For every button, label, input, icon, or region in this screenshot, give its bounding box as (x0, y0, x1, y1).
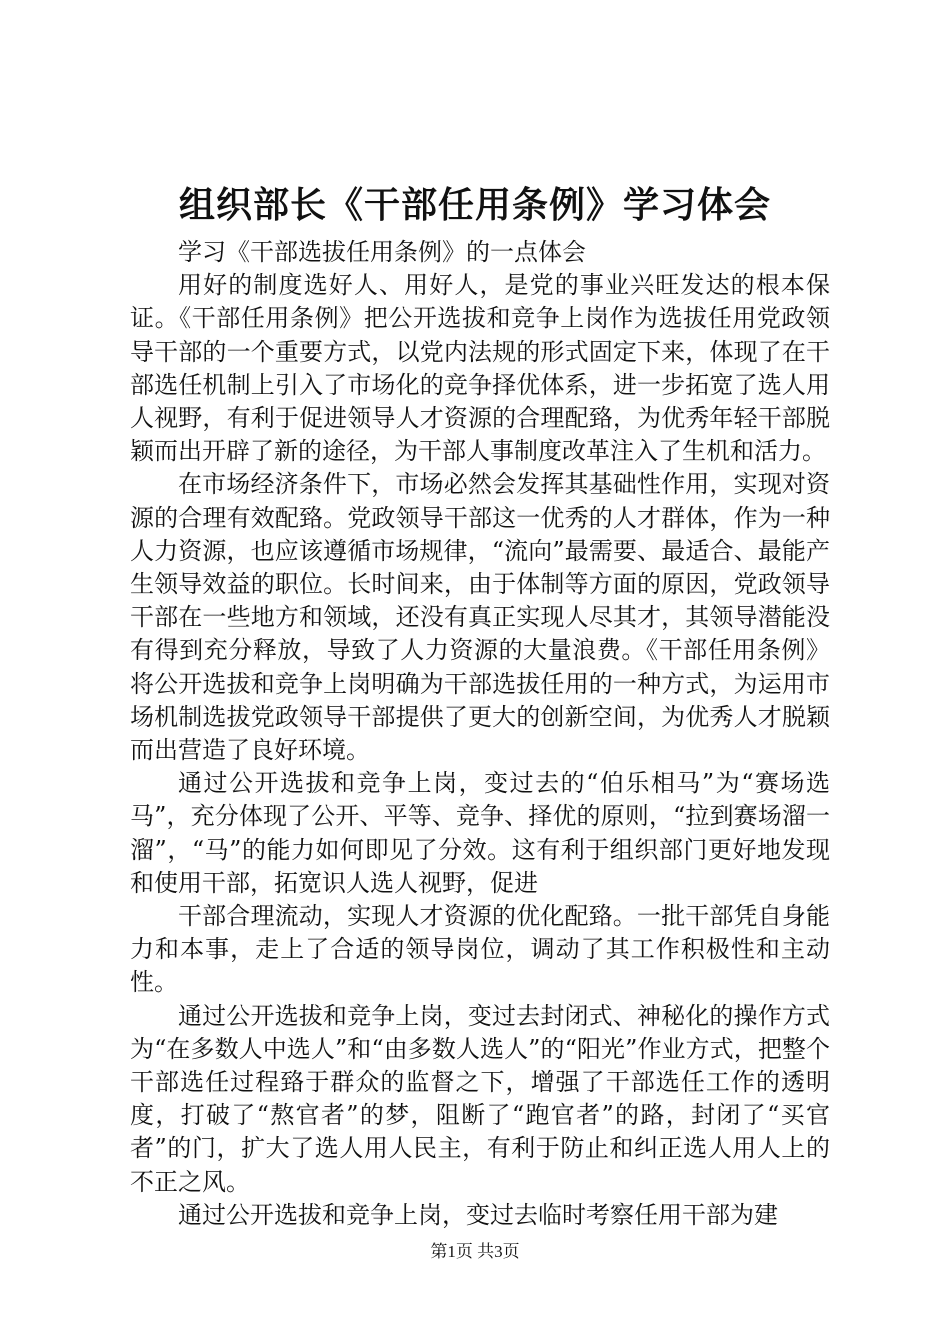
body-paragraph: 用好的制度选好人、用好人，是党的事业兴旺发达的根本保证。《干部任用条例》把公开选拔和竞争上岗作为选拔任用党政领导干部的一个重要方式，以党内法规的形式固定下来，体现了在干部选任机制上引入了市场化的竞争择优体系，进一步拓宽了选人用人视野，有利于促进领导人才资源的合理配臵，为优秀年轻干部脱颖而出开辟了新的途径，为干部人事制度改革注入了生机和活力。 (130, 271, 830, 466)
page-number-footer: 第1页 共3页 (430, 1242, 520, 1261)
subtitle-paragraph: 学习《干部选拔任用条例》的一点体会 (178, 238, 586, 266)
body-paragraph: 在市场经济条件下，市场必然会发挥其基础性作用，实现对资源的合理有效配臵。党政领导干部这一优秀的人才群体，作为一种人力资源，也应该遵循市场规律，“流向”最需要、最适合、最能产生领导效益的职位。长时间来，由于体制等方面的原因，党政领导干部在一些地方和领域，还没有真正实现人尽其才，其领导潜能没有得到充分释放，导致了人力资源的大量浪费。《干部任用条例》将公开选拔和竞争上岗明确为干部选拔任用的一种方式，为运用市场机制选拔党政领导干部提供了更大的创新空间，为优秀人才脱颖而出营造了良好环境。 (130, 470, 830, 765)
document-title: 组织部长《干部任用条例》学习体会 (178, 185, 771, 226)
body-paragraph: 通过公开选拔和竞争上岗，变过去的“伯乐相马”为“赛场选马”，充分体现了公开、平等、竞争、择优的原则，“拉到赛场溜一溜”，“马”的能力如何即见了分效。这有利于组织部门更好地发现和使用干部，拓宽识人选人视野，促进 (130, 769, 830, 897)
body-paragraph: 干部合理流动，实现人才资源的优化配臵。一批干部凭自身能力和本事，走上了合适的领导岗位，调动了其工作积极性和主动性。 (130, 902, 830, 997)
document-body (130, 236, 830, 1232)
body-paragraph: 通过公开选拔和竞争上岗，变过去临时考察任用干部为建 (178, 1200, 778, 1229)
body-paragraph: 通过公开选拔和竞争上岗，变过去封闭式、神秘化的操作方式为“在多数人中选人”和“由多数人选人”的“阳光”作业方式，把整个干部选任过程臵于群众的监督之下，增强了干部选任工作的透明度，打破了“熬官者”的梦，阻断了“跑官者”的路，封闭了“买官者”的门，扩大了选人用人民主，有利于防止和纠正选人用人上的不正之风。 (130, 1001, 830, 1196)
